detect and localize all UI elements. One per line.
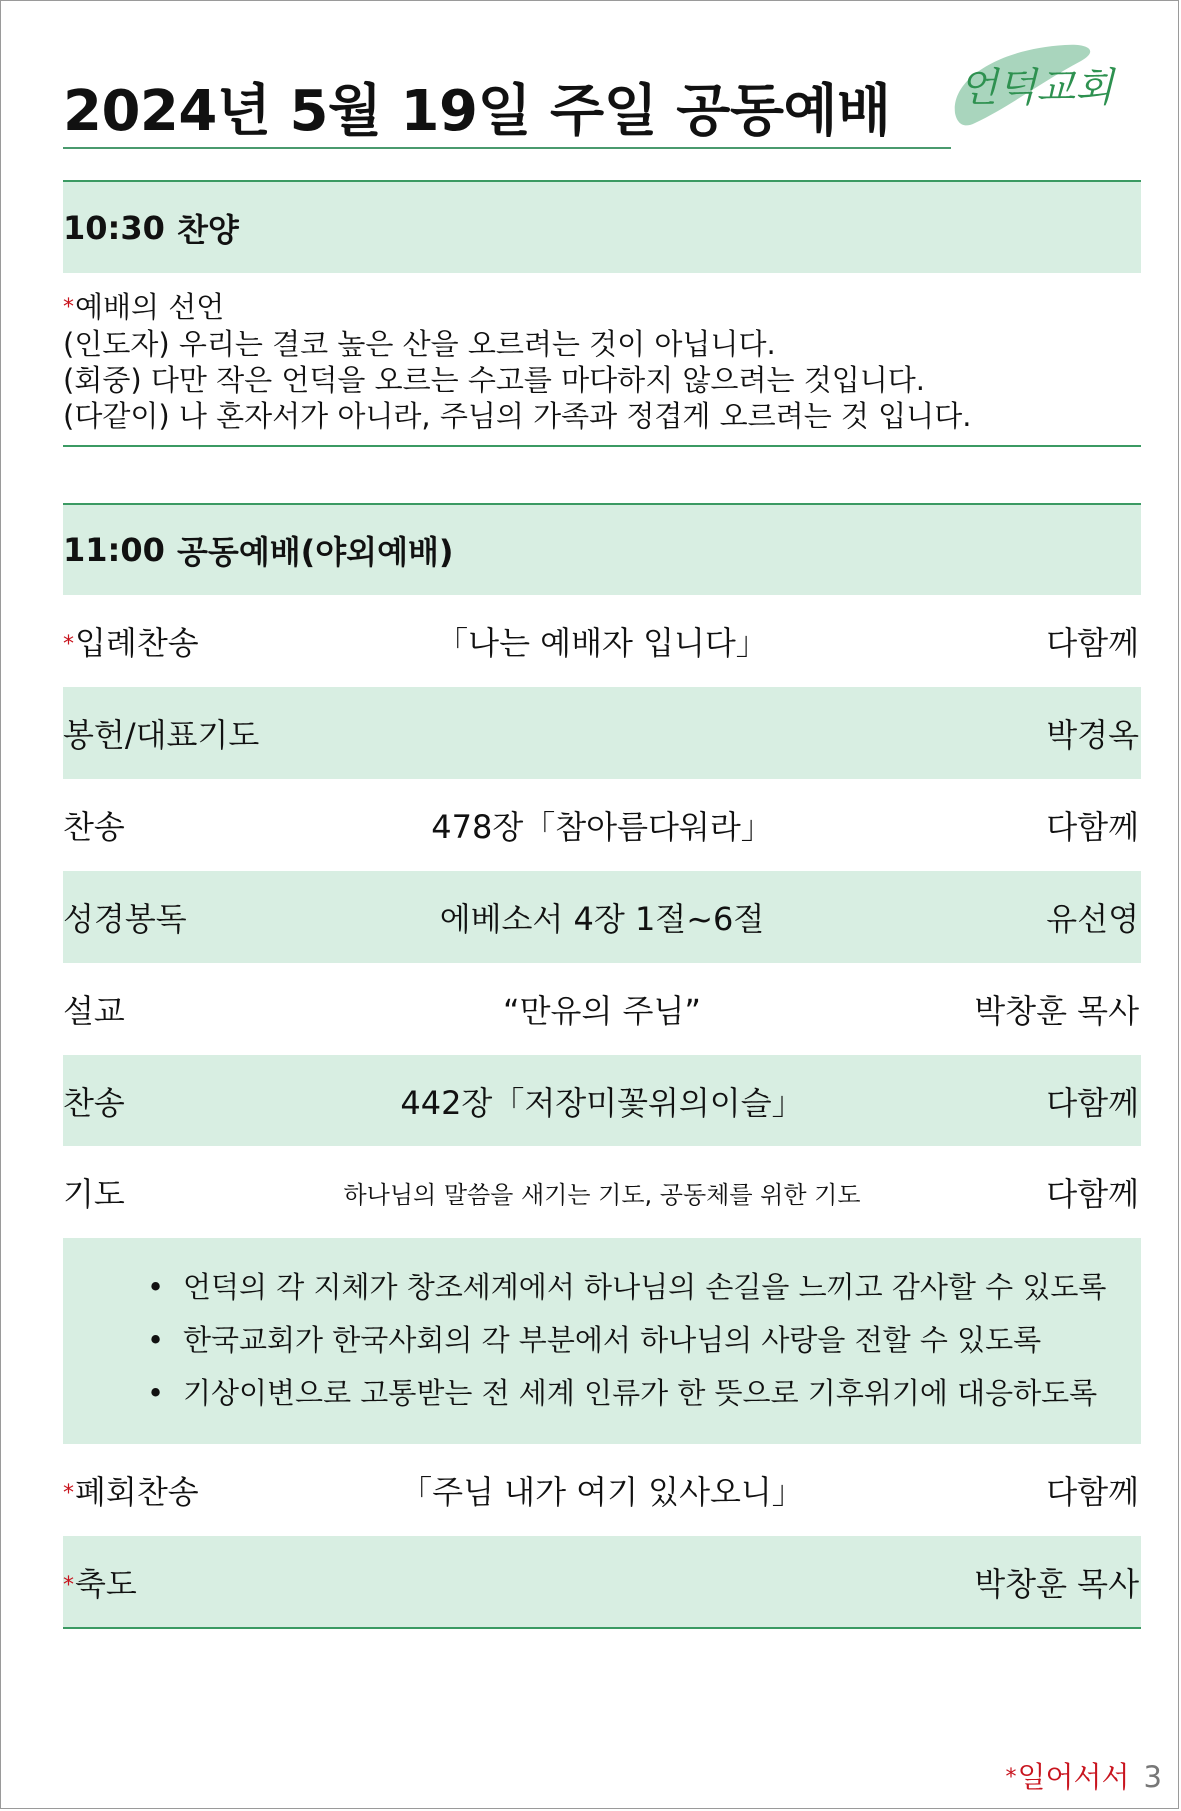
stand-marker: * <box>63 1481 74 1506</box>
order-item-detail: 「나는 예배자 입니다」 <box>436 624 768 662</box>
order-item-name: 성경봉독 <box>63 900 187 938</box>
page-number: 3 <box>1143 1760 1162 1794</box>
order-item-leader: 다함께 <box>1046 1175 1139 1213</box>
order-item-name: 폐회찬송 <box>75 1473 199 1511</box>
order-item-detail: 「주님 내가 여기 있사오니」 <box>400 1473 804 1511</box>
order-item-leader: 다함께 <box>1046 808 1139 846</box>
prayer-text: 언덕의 각 지체가 창조세계에서 하나님의 손길을 느끼고 감사할 수 있도록 <box>183 1270 1107 1304</box>
order-row-opening-hymn <box>63 595 1141 687</box>
bullet-icon: • <box>147 1376 165 1410</box>
order-item-detail: 442장「저장미꽃위의이슬」 <box>400 1083 804 1122</box>
logo-text: 언덕교회 <box>959 65 1114 111</box>
prayer-text: 한국교회가 한국사회의 각 부분에서 하나님의 사랑을 전할 수 있도록 <box>183 1323 1042 1357</box>
order-item-name: 설교 <box>63 992 125 1030</box>
stand-marker: * <box>63 1572 74 1598</box>
order-row-benediction <box>63 1536 1141 1627</box>
order-item-leader: 다함께 <box>1046 1083 1139 1122</box>
list-item <box>147 1268 1141 1321</box>
stand-marker: * <box>1005 1765 1017 1790</box>
stand-marker: * <box>63 632 74 657</box>
prayer-list <box>63 1268 1141 1427</box>
order-row-scripture <box>63 871 1141 963</box>
call-to-worship <box>63 289 971 434</box>
order-item-leader: 박창훈 목사 <box>974 992 1139 1030</box>
order-item-name: 찬송 <box>63 808 125 846</box>
section-name: 공동예배(야외예배) <box>177 533 454 571</box>
order-row-sermon <box>63 963 1141 1055</box>
call-line: (인도자) 우리는 결코 높은 산을 오르려는 것이 아닙니다. <box>63 327 776 361</box>
order-item-leader: 다함께 <box>1046 624 1139 662</box>
section-name: 찬양 <box>177 210 239 249</box>
order-item-detail: 에베소서 4장 1절~6절 <box>439 900 765 938</box>
order-row-closing-hymn <box>63 1444 1141 1536</box>
order-item-leader: 유선영 <box>1046 900 1139 938</box>
section-header-worship <box>63 505 1141 595</box>
order-row-offering <box>63 687 1141 779</box>
order-item-leader: 박경옥 <box>1046 716 1139 754</box>
order-item-leader: 다함께 <box>1046 1473 1139 1511</box>
call-title-line <box>63 289 971 326</box>
section-bottom-rule <box>63 445 1141 447</box>
order-item-name: 찬송 <box>63 1083 125 1122</box>
section-time: 10:30 <box>63 208 165 247</box>
page-footer <box>1005 1755 1162 1796</box>
church-logo <box>947 35 1147 135</box>
bullet-icon: • <box>147 1323 165 1357</box>
section-time: 11:00 <box>63 531 165 569</box>
section-bottom-rule <box>63 1627 1141 1629</box>
call-title: 예배의 선언 <box>75 290 225 324</box>
order-item-detail: 하나님의 말씀을 새기는 기도, 공동체를 위한 기도 <box>343 1180 861 1209</box>
list-item <box>147 1374 1141 1427</box>
order-item-detail: 478장「참아름다워라」 <box>431 808 773 846</box>
order-row-prayer <box>63 1146 1141 1238</box>
order-item-leader: 박창훈 목사 <box>974 1564 1139 1603</box>
call-line: (회중) 다만 작은 언덕을 오르는 수고를 마다하지 않으려는 것입니다. <box>63 363 925 397</box>
page-title: 2024년 5월 19일 주일 공동예배 <box>63 79 891 144</box>
prayer-text: 기상이변으로 고통받는 전 세계 인류가 한 뜻으로 기후위기에 대응하도록 <box>183 1376 1098 1410</box>
order-item-detail: “만유의 주님” <box>503 992 701 1030</box>
call-line: (다같이) 나 혼자서가 아니라, 주님의 가족과 정겹게 오르려는 것 입니다. <box>63 399 972 433</box>
prayer-topics <box>63 1238 1141 1444</box>
bullet-icon: • <box>147 1270 165 1304</box>
order-item-name: 기도 <box>63 1175 125 1213</box>
stand-legend: 일어서서 <box>1017 1760 1130 1794</box>
order-item-name: 축도 <box>75 1564 137 1603</box>
list-item <box>147 1321 1141 1374</box>
order-item-name: 봉헌/대표기도 <box>63 716 260 754</box>
order-row-hymn-478 <box>63 779 1141 871</box>
section-header-praise <box>63 182 1141 273</box>
order-item-name: 입례찬송 <box>75 624 199 662</box>
stand-marker: * <box>63 295 74 320</box>
title-underline <box>63 147 951 149</box>
order-row-hymn-442 <box>63 1055 1141 1146</box>
